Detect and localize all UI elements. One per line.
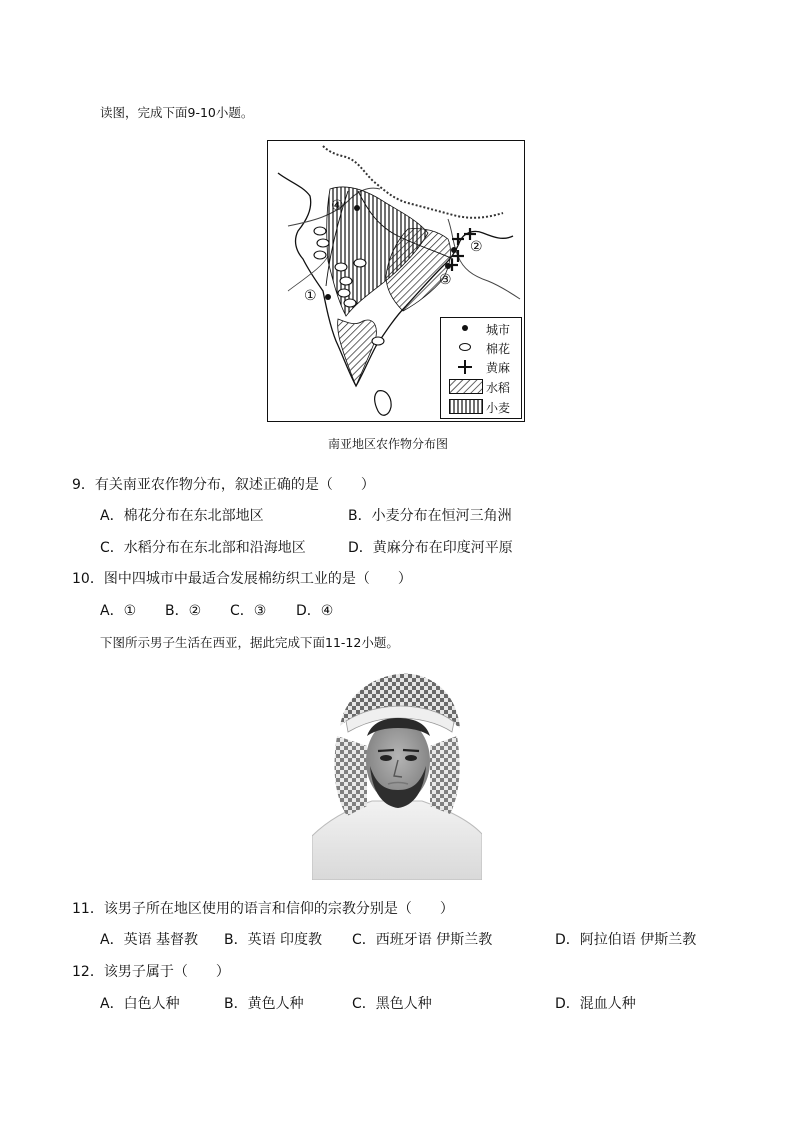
q9-option-b[interactable]: B．小麦分布在恒河三角洲 [348, 508, 512, 524]
legend-row-city [441, 320, 523, 338]
q12-option-d[interactable]: D．混血人种 [555, 996, 636, 1012]
legend-row-cotton [441, 339, 523, 357]
q12-option-a[interactable]: A．白色人种 [100, 996, 180, 1012]
q10-option-d[interactable]: D．④ [296, 603, 334, 619]
sri-lanka [375, 391, 391, 416]
legend-label-city: 城市 [486, 323, 511, 337]
legend-label-wheat: 小麦 [486, 401, 511, 415]
q11-stem: 11．该男子所在地区使用的语言和信仰的宗教分别是（ ） [72, 901, 454, 917]
q9-option-c[interactable]: C．水稻分布在东北部和沿海地区 [100, 540, 306, 556]
legend-row-jute [441, 358, 523, 376]
q9-option-a[interactable]: A．棉花分布在东北部地区 [100, 508, 264, 524]
city-marker-4: ④ [331, 198, 344, 214]
q10-option-b[interactable]: B．② [165, 603, 202, 619]
city-marker-2: ② [470, 239, 483, 255]
intro-9-10: 读图，完成下面9-10小题。 [100, 105, 254, 120]
legend-label-jute: 黄麻 [486, 361, 511, 375]
jute-icon [457, 359, 473, 375]
map-caption: 南亚地区农作物分布图 [328, 437, 449, 451]
q9-stem: 9．有关南亚农作物分布，叙述正确的是（ ） [72, 477, 375, 493]
cotton-icon [459, 343, 471, 351]
q11-option-b[interactable]: B．英语 印度教 [224, 932, 323, 948]
q12-option-c[interactable]: C．黑色人种 [352, 996, 432, 1012]
q10-option-c[interactable]: C．③ [230, 603, 267, 619]
legend-row-wheat [441, 398, 523, 416]
q12-stem: 12．该男子属于（ ） [72, 964, 230, 980]
intro-11-12: 下图所示男子生活在西亚，据此完成下面11-12小题。 [100, 635, 399, 650]
city-marker-1: ① [304, 288, 317, 304]
city-marker-3: ③ [439, 272, 452, 288]
arabian-coast-line [288, 256, 328, 291]
q10-stem: 10．图中四城市中最适合发展棉纺织工业的是（ ） [72, 571, 412, 587]
q10-option-a[interactable]: A．① [100, 603, 137, 619]
q12-option-b[interactable]: B．黄色人种 [224, 996, 304, 1012]
q9-option-d[interactable]: D．黄麻分布在印度河平原 [348, 540, 513, 556]
south-asia-crop-map [267, 140, 525, 422]
map-legend [440, 317, 522, 419]
portrait-drawing [312, 666, 482, 880]
q11-option-d[interactable]: D．阿拉伯语 伊斯兰教 [555, 932, 697, 948]
city-dot-icon [462, 325, 468, 331]
q11-option-c[interactable]: C．西班牙语 伊斯兰教 [352, 932, 493, 948]
rice-hatch-icon [449, 379, 483, 394]
legend-label-rice: 水稻 [486, 381, 511, 395]
west-asian-man-photo [312, 666, 482, 880]
legend-row-rice [441, 378, 523, 396]
legend-label-cotton: 棉花 [486, 342, 511, 356]
rice-region-south [338, 319, 377, 386]
wheat-stripe-icon [449, 399, 483, 414]
q11-option-a[interactable]: A．英语 基督教 [100, 932, 199, 948]
